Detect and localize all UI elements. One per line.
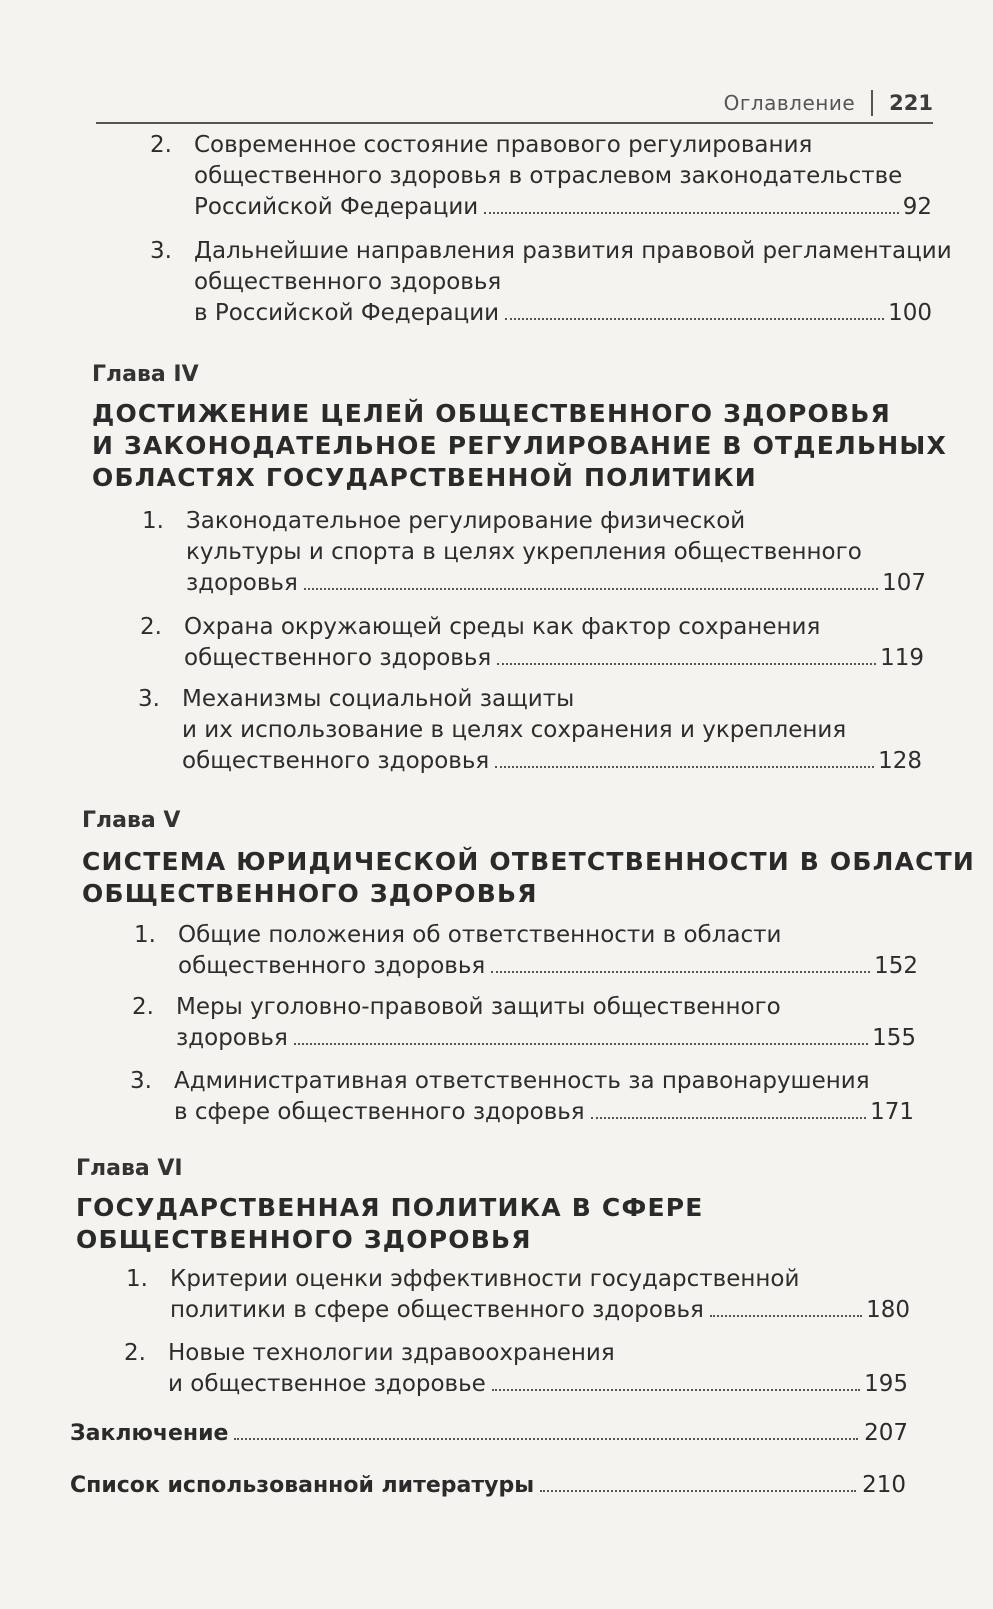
entry-text-line: общественного здоровья	[194, 269, 502, 295]
entry-number: 1.	[134, 922, 156, 948]
entry-text-line: Законодательное регулирование физической	[186, 508, 746, 534]
chapter-title-line: ОБЩЕСТВЕННОГО ЗДОРОВЬЯ	[82, 879, 538, 908]
references-label: Список использованной литературы	[70, 1473, 535, 1498]
entry-page-number: 155	[872, 1025, 916, 1051]
entry-page-number: 195	[864, 1371, 908, 1397]
header-page-number: 221	[889, 91, 933, 115]
entry-text-line: и общественное здоровье	[168, 1371, 486, 1397]
chapter-title-line: ДОСТИЖЕНИЕ ЦЕЛЕЙ ОБЩЕСТВЕННОГО ЗДОРОВЬЯ	[92, 399, 891, 428]
entry-number: 3.	[150, 238, 172, 264]
chapter-label: Глава VI	[76, 1156, 183, 1181]
entry-page-number: 100	[888, 300, 932, 326]
entry-text-line: общественного здоровья	[184, 645, 492, 671]
toc-entry[interactable]	[140, 612, 924, 676]
entry-text-line: Механизмы социальной защиты	[182, 686, 575, 712]
entry-text-line: общественного здоровья	[182, 748, 490, 774]
entry-number: 3.	[138, 686, 160, 712]
entry-page-number: 128	[878, 748, 922, 774]
toc-entry[interactable]	[150, 236, 952, 332]
entry-number: 2.	[140, 614, 162, 640]
toc-entry[interactable]	[142, 506, 926, 602]
entry-page-number: 107	[882, 570, 926, 596]
dot-leader	[591, 1117, 866, 1119]
entry-text-line: Критерии оценки эффективности государственной	[170, 1266, 800, 1292]
entry-number: 2.	[150, 132, 172, 158]
entry-number: 3.	[130, 1068, 152, 1094]
entry-number: 2.	[132, 994, 154, 1020]
header-divider	[871, 90, 873, 116]
entry-text-line: политики в сфере общественного здоровья	[170, 1297, 704, 1323]
entry-page-number: 180	[866, 1297, 910, 1323]
entry-text-line: Российской Федерации	[194, 194, 479, 220]
dot-leader	[505, 318, 884, 320]
entry-page-number: 92	[902, 194, 932, 220]
toc-entry[interactable]	[126, 1264, 910, 1328]
entry-text-line: здоровья	[186, 570, 298, 596]
entry-number: 2.	[124, 1340, 146, 1366]
entry-number: 1.	[142, 508, 164, 534]
entry-text-line: общественного здоровья	[178, 953, 486, 979]
chapter-title-line: ГОСУДАРСТВЕННАЯ ПОЛИТИКА В СФЕРЕ	[76, 1193, 704, 1222]
toc-entry[interactable]	[134, 920, 918, 984]
entry-page-number: 207	[864, 1420, 908, 1446]
entry-page-number: 152	[874, 953, 918, 979]
chapter-title-line: ОБЛАСТЯХ ГОСУДАРСТВЕННОЙ ПОЛИТИКИ	[92, 463, 757, 492]
dot-leader	[304, 588, 878, 590]
dot-leader	[294, 1043, 868, 1045]
entry-text-line: Современное состояние правового регулирования	[194, 132, 813, 158]
toc-entry[interactable]	[138, 684, 922, 780]
entry-text-line: Общие положения об ответственности в области	[178, 922, 782, 948]
chapter-title-line: И ЗАКОНОДАТЕЛЬНОЕ РЕГУЛИРОВАНИЕ В ОТДЕЛЬНЫХ	[92, 431, 947, 460]
entry-text-line: общественного здоровья в отраслевом законодательстве	[194, 163, 903, 189]
entry-text-line: Охрана окружающей среды как фактор сохранения	[184, 614, 821, 640]
chapter-title[interactable]	[92, 398, 947, 494]
entry-text-line: и их использование в целях сохранения и укрепления	[182, 717, 847, 743]
entry-text-line: в сфере общественного здоровья	[174, 1099, 585, 1125]
conclusion-label: Заключение	[70, 1421, 229, 1446]
chapter-title-line: ОБЩЕСТВЕННОГО ЗДОРОВЬЯ	[76, 1225, 532, 1254]
entry-page-number: 119	[880, 645, 924, 671]
dot-leader	[492, 1389, 860, 1391]
entry-page-number: 210	[862, 1472, 906, 1498]
entry-text-line: Меры уголовно-правовой защиты общественного	[176, 994, 781, 1020]
entry-text-line: Новые технологии здравоохранения	[168, 1340, 615, 1366]
toc-entry[interactable]	[130, 1066, 914, 1130]
chapter-label: Глава IV	[92, 362, 199, 387]
toc-entry[interactable]	[132, 992, 916, 1056]
dot-leader	[495, 766, 874, 768]
entry-number: 1.	[126, 1266, 148, 1292]
running-header	[96, 84, 933, 124]
dot-leader	[710, 1315, 862, 1317]
entry-text-line: Административная ответственность за правонарушения	[174, 1068, 870, 1094]
toc-entry-conclusion[interactable]	[70, 1420, 908, 1446]
chapter-title[interactable]	[76, 1192, 704, 1256]
toc-entry-references[interactable]	[70, 1472, 906, 1498]
toc-entry[interactable]	[124, 1338, 908, 1402]
entry-text-line: в Российской Федерации	[194, 300, 500, 326]
header-section-title: Оглавление	[723, 91, 856, 115]
chapter-label: Глава V	[82, 808, 181, 833]
entry-text-line: Дальнейшие направления развития правовой регламентации	[194, 238, 952, 264]
entry-text-line: здоровья	[176, 1025, 288, 1051]
dot-leader	[540, 1490, 856, 1492]
entry-text-line: культуры и спорта в целях укрепления общественного	[186, 539, 862, 565]
chapter-title[interactable]	[82, 846, 975, 910]
toc-entry[interactable]	[150, 130, 932, 226]
chapter-title-line: СИСТЕМА ЮРИДИЧЕСКОЙ ОТВЕТСТВЕННОСТИ В ОБЛАСТИ	[82, 847, 976, 876]
entry-page-number: 171	[870, 1099, 914, 1125]
dot-leader	[491, 971, 870, 973]
dot-leader	[234, 1438, 858, 1440]
dot-leader	[497, 663, 876, 665]
dot-leader	[484, 212, 898, 214]
